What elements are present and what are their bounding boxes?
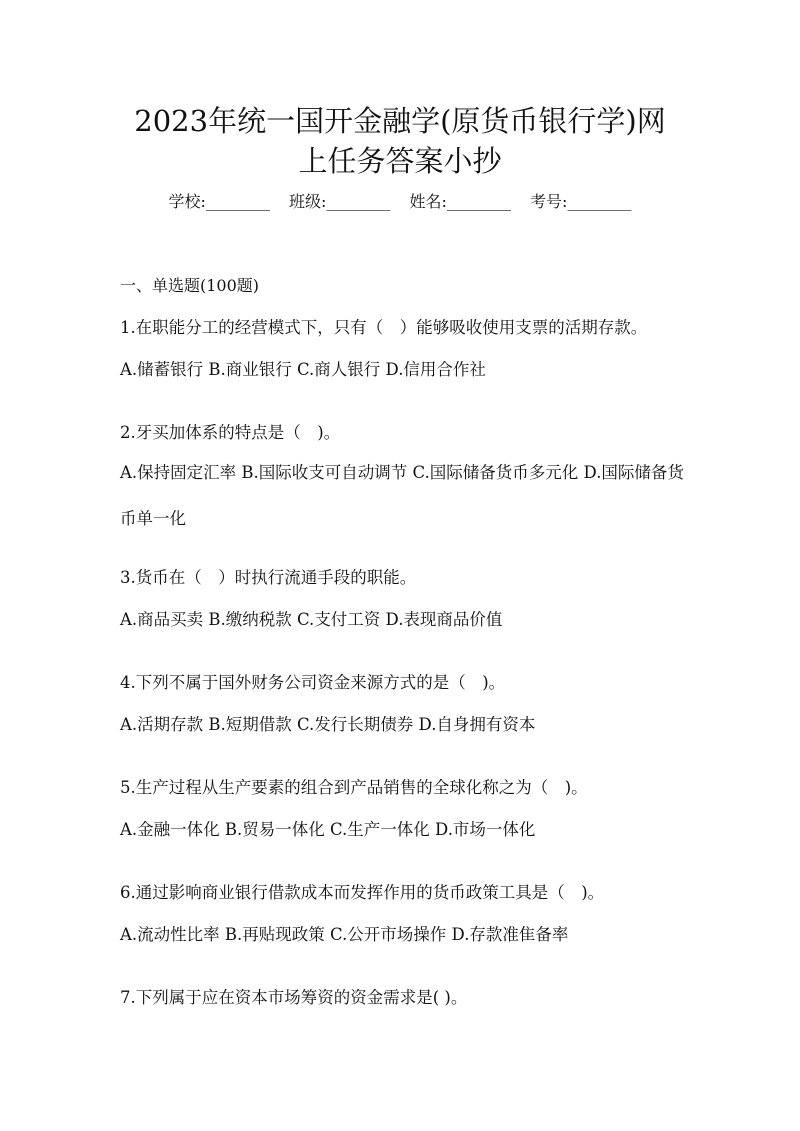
document-title-line-2: 上任务答案小抄 bbox=[298, 144, 502, 178]
question-options: A.保持固定汇率 B.国际收支可自动调节 C.国际储备货币多元化 D.国际储备货币单一化 bbox=[120, 463, 684, 528]
question-stem: 1.在职能分工的经营模式下，只有（ ）能够吸收使用支票的活期存款。 bbox=[120, 318, 648, 337]
exam-number-field: 考号:________ bbox=[530, 192, 632, 211]
name-field: 姓名:________ bbox=[409, 192, 511, 211]
question-stem: 3.货币在（ ）时执行流通手段的职能。 bbox=[120, 568, 417, 587]
question-stem: 2.牙买加体系的特点是（ )。 bbox=[120, 423, 341, 442]
school-field: 学校:________ bbox=[168, 192, 270, 211]
question-options: A.储蓄银行 B.商业银行 C.商人银行 D.信用合作社 bbox=[120, 360, 486, 379]
question-options: A.流动性比率 B.再贴现政策 C.公开市场操作 D.存款准隹备率 bbox=[120, 925, 569, 944]
student-info-line bbox=[0, 190, 800, 214]
question-options: A.金融一体化 B.贸易一体化 C.生产一体化 D.市场一体化 bbox=[120, 820, 536, 839]
question-options: A.活期存款 B.短期借款 C.发行长期债券 D.自身拥有资本 bbox=[120, 715, 536, 734]
question-options: A.商品买卖 B.缴纳税款 C.支付工资 D.表现商品价值 bbox=[120, 610, 503, 629]
class-field: 班级:________ bbox=[289, 192, 391, 211]
question-stem: 4.下列不属于国外财务公司资金来源方式的是（ )。 bbox=[120, 673, 506, 692]
question-stem: 6.通过影响商业银行借款成本而发挥作用的货币政策工具是（ )。 bbox=[120, 883, 605, 902]
section-heading: 一、单选题(100题) bbox=[120, 276, 260, 295]
question-stem: 5.生产过程从生产要素的组合到产品销售的全球化称之为（ )。 bbox=[120, 778, 588, 797]
question-stem: 7.下列属于应在资本市场筹资的资金需求是( )。 bbox=[120, 988, 468, 1007]
document-title-line-1: 2023年统一国开金融学(原货币银行学)网 bbox=[134, 104, 666, 138]
